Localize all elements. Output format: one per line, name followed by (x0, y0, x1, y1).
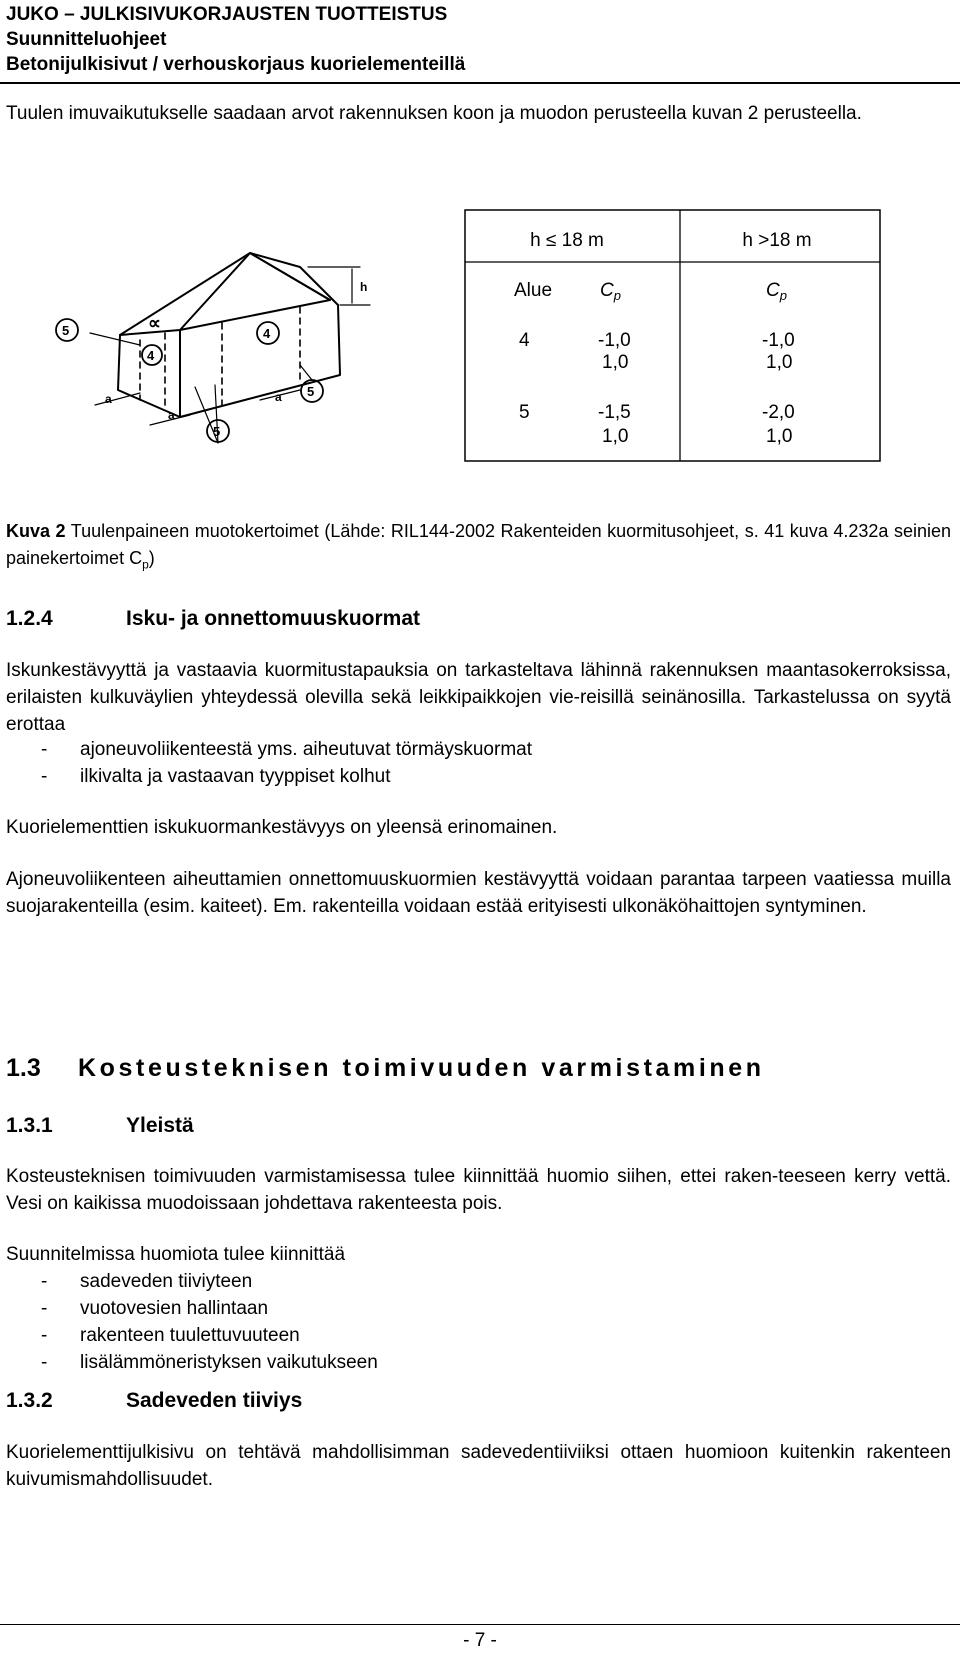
section-heading-1-3-2 (6, 1387, 302, 1415)
figure-caption (6, 518, 951, 579)
chapter-number: 1.3 (6, 1054, 41, 1082)
chapter-title: Kosteusteknisen toimivuuden varmistaminen (78, 1054, 765, 1082)
list-item: - ilkivalta ja vastaavan tyyppiset kolhut (41, 766, 391, 787)
building-sketch (56, 253, 370, 443)
paragraph: Kosteusteknisen toimivuuden varmistamisessa tulee kiinnittää huomio siihen, ettei raken-teeseen kerry vettä. Vesi on kaikissa muodoissaan johdettava rakenteesta pois. (6, 1166, 951, 1214)
section-number: 1.3.2 (6, 1389, 53, 1412)
cp-value: 1,0 (766, 352, 793, 373)
cp-value: 1,0 (602, 426, 629, 447)
zone-cell: 5 (519, 402, 530, 423)
chapter-heading-1-3 (6, 1052, 765, 1084)
list-item: - ajoneuvoliikenteestä yms. aiheutuvat törmäyskuormat (41, 739, 533, 760)
bullet-list (6, 736, 532, 790)
gable-end (118, 330, 180, 417)
caption-close: ) (148, 548, 155, 568)
paragraph: Iskunkestävyyttä ja vastaavia kuormitustapauksia on tarkasteltava lähinnä rakennuksen maantasokerroksissa, erilaisten kulkuväylien yhteydessä olevilla sekä leikkipaikkojen vie-reisillä seinänosilla. Tarkastelussa on syytä erottaa (6, 660, 951, 735)
section-title: Yleistä (126, 1114, 194, 1137)
alue-header: Alue (514, 280, 553, 301)
header-project-title: JUKO – JULKISIVUKORJAUSTEN TUOTTEISTUS (6, 4, 448, 25)
cp-header-low: $C_p$ (600, 280, 621, 303)
cp-value: 1,0 (766, 426, 793, 447)
cp-value: -2,0 (762, 402, 795, 423)
dimension-label: a (275, 390, 282, 404)
caption-text: Tuulenpaineen muotokertoimet (Lähde: RIL144-2002 Rakenteiden kuormitusohjeet, s. 41 kuva 4.232a seinien painekertoimet C (6, 521, 951, 568)
zone-label: 5 (213, 424, 221, 439)
figure-wind-pressure (0, 205, 960, 500)
paragraph: Suunnitelmissa huomiota tulee kiinnittää (6, 1244, 346, 1265)
header-doc-type: Suunnitteluohjeet (6, 29, 167, 50)
zone-cell: 4 (519, 330, 530, 351)
list-item: - vuotovesien hallintaan (41, 1298, 269, 1319)
header-subject: Betonijulkisivut / verhouskorjaus kuorielementeillä (6, 54, 466, 75)
cp-table (465, 210, 880, 461)
col-header-low: h ≤ 18 m (530, 230, 604, 251)
cp-value: -1,0 (598, 330, 631, 351)
cp-header-high: $C_p$ (766, 280, 787, 303)
footer-rule (0, 1624, 960, 1625)
zone-label: 5 (307, 384, 315, 399)
cp-value: -1,5 (598, 402, 631, 423)
bullet-list (6, 1268, 378, 1376)
zone-label: 4 (263, 326, 271, 341)
zone-label: 5 (62, 323, 70, 338)
paragraph: Kuorielementtijulkisivu on tehtävä mahdollisimman sadevedentiiviiksi ottaen huomioon kuitenkin rakenteen kuivumismahdollisuudet. (6, 1442, 951, 1490)
header-rule (0, 82, 960, 84)
list-item: - sadeveden tiiviyteen (41, 1271, 253, 1292)
sketch-labels (62, 280, 367, 439)
cp-value: 1,0 (602, 352, 629, 373)
figure-graphic (0, 205, 960, 500)
intro-paragraph: Tuulen imuvaikutukselle saadaan arvot rakennuksen koon ja muodon perusteella kuvan 2 perusteella. (6, 103, 862, 124)
section-title: Isku- ja onnettomuuskuormat (126, 607, 421, 630)
caption-label: Kuva 2 (6, 521, 66, 541)
section-number: 1.3.1 (6, 1114, 53, 1137)
list-item: - rakenteen tuulettuvuuteen (41, 1325, 300, 1346)
col-header-high: h >18 m (742, 230, 812, 251)
paragraph: Kuorielementtien iskukuormankestävyys on yleensä erinomainen. (6, 817, 558, 838)
section-number: 1.2.4 (6, 607, 53, 630)
caption-subscript: p (142, 557, 149, 572)
dimension-label: a (168, 408, 175, 422)
angle-symbol: ∝ (148, 313, 161, 333)
paragraph: Ajoneuvoliikenteen aiheuttamien onnettomuuskuormien kestävyyttä voidaan parantaa tarpeen vaatiessa muilla suojarakenteilla (esim. kaiteet). Em. rakenteilla voidaan estää erityisesti ulkonäköhaittojen syntyminen. (6, 869, 951, 917)
section-heading-1-2-4 (6, 605, 420, 633)
dimension-label: a (105, 392, 112, 406)
height-label: h (360, 280, 368, 294)
page-number: - 7 - (463, 1630, 497, 1651)
cp-value: -1,0 (762, 330, 795, 351)
zone-label: 4 (147, 348, 155, 363)
list-item: - lisälämmöneristyksen vaikutukseen (41, 1352, 378, 1373)
section-title: Sadeveden tiiviys (126, 1389, 303, 1412)
section-heading-1-3-1 (6, 1112, 194, 1140)
document-header (6, 2, 465, 77)
